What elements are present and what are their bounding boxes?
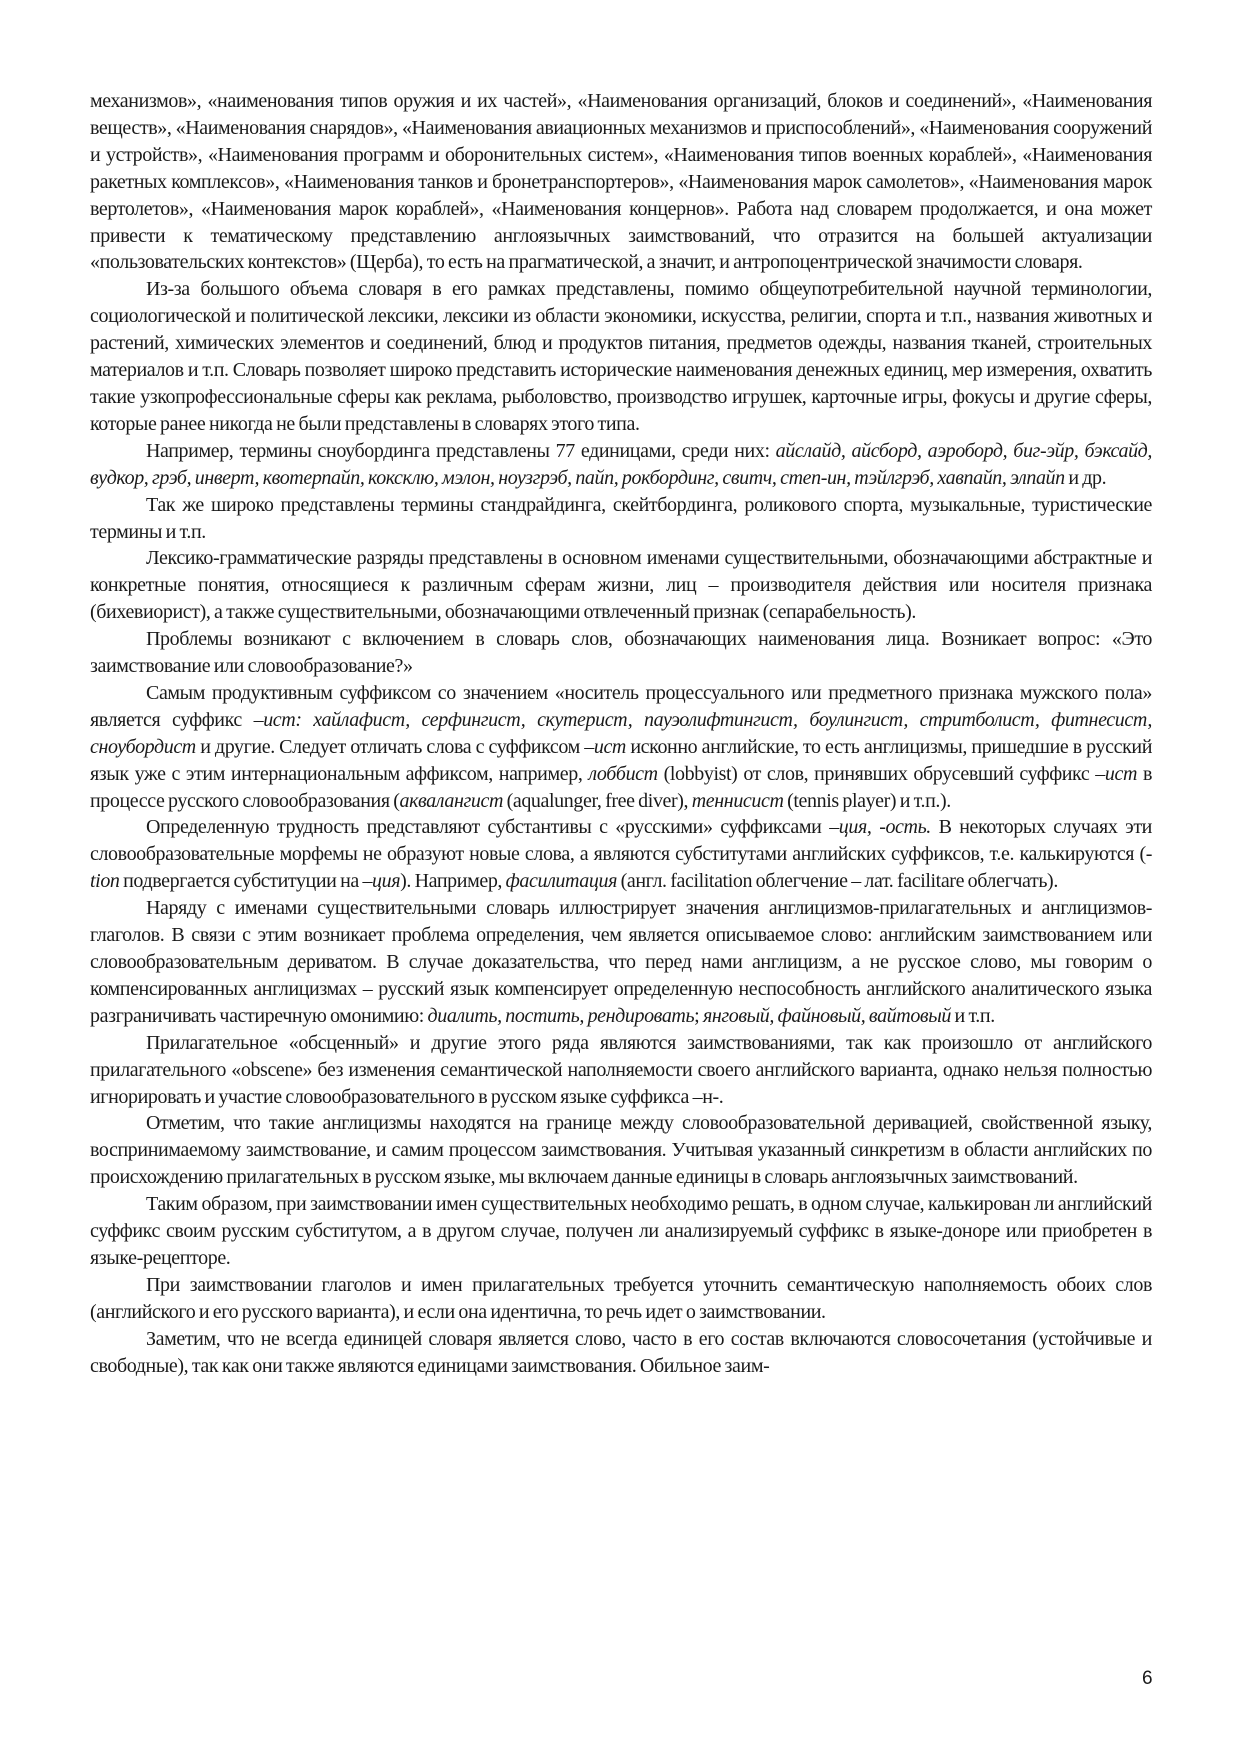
text-run: Лексико-грамматические разряды представлены в основном именами существительными, обозначающими абстрактные и конкретные понятия, относящиеся к различным сферам жизни, лиц – производителя действия или носителя признака (бихевиорист), а также существительными, обозначающими отвлеченный признак (сепарабельность). xyxy=(90,547,1152,624)
text-run: В некоторых случаях эти словообразовательные морфемы не образуют новые слова, а являются субститутами английских суффиксов, т.е. калькируются ( xyxy=(90,816,1152,866)
italic-term: диалить, постить, рендировать xyxy=(427,1004,695,1027)
italic-term: –ция xyxy=(362,870,401,893)
text-run: ; xyxy=(694,1004,703,1027)
italic-term: фасилитация xyxy=(505,870,618,893)
paragraph xyxy=(90,88,1152,276)
page-number: 6 xyxy=(1142,1668,1153,1689)
text-run: (англ. facilitation облегчение – лат. facilitare облегчать). xyxy=(617,870,1058,893)
text-run: и т.п. xyxy=(950,1004,995,1027)
text-run: (tennis player) и т.п.). xyxy=(783,789,951,812)
paragraph xyxy=(90,492,1152,546)
text-run: и др. xyxy=(1064,466,1107,489)
text-run: подвергается субституции на xyxy=(119,870,363,893)
text-run: (aqualunger, free diver), xyxy=(503,789,692,812)
italic-term: –ция, -ость. xyxy=(829,816,931,839)
text-run: Из-за большого объема словаря в его рамках представлены, помимо общеупотребительной научной терминологии, социологической и политической лексики, лексики из области экономики, искусства, религии, спорта и т.п., названия животных и растений, химических элементов и соединений, блюд и продуктов питания, предметов одежды, названия тканей, строительных материалов и т.п. Словарь позволяет широко представить исторические наименования денежных единиц, мер измерения, охватить такие узкопрофессиональные сферы как реклама, рыболовство, производство игрушек, карточные игры, фокусы и другие сферы, которые ранее никогда не были представлены в словарях этого типа. xyxy=(90,278,1152,435)
text-run: Определенную трудность представляют субстантивы с «русскими» суффиксами xyxy=(146,816,830,839)
text-run: При заимствовании глаголов и имен прилагательных требуется уточнить семантическую наполняемость обоих слов (английского и его русского варианта), и если она идентична, то речь идет о заимствовании. xyxy=(90,1273,1152,1323)
text-run: Самым продуктивным суффиксом со значением «носитель процессуального или предметного признака мужского пола» является суффикс xyxy=(90,681,1152,731)
italic-term: аквалангист xyxy=(399,789,503,812)
paragraph xyxy=(90,1110,1152,1191)
italic-term: янговый, файновый, вайтовый xyxy=(702,1004,951,1027)
text-run: исконно английские, то есть англицизмы, пришедшие в русский язык уже с этим интернациональным аффиксом, например, xyxy=(90,735,1152,785)
paragraph xyxy=(90,814,1152,895)
text-run: Так же широко представлены термины стандрайдинга, скейтбординга, роликового спорта, музыкальные, туристические термины и т.п. xyxy=(90,493,1152,543)
paragraph xyxy=(90,438,1152,492)
paragraph xyxy=(90,1326,1152,1380)
italic-term: –ист: хайлафист, серфингист, скутерист, пауэолифтингист, боулингист, стритболист, фитнесист, сноубордист xyxy=(90,708,1152,758)
page-body xyxy=(90,88,1152,1380)
paragraph xyxy=(90,626,1152,680)
text-run: ). Например, xyxy=(400,870,506,893)
text-run: и другие. Следует отличать слова с суффиксом xyxy=(195,735,585,758)
text-run: Таким образом, при заимствовании имен существительных необходимо решать, в одном случае, калькирован ли английский суффикс своим русским субститутом, а в другом случае, получен ли анализируемый суффикс в языке-доноре или приобретен в языке-рецепторе. xyxy=(90,1193,1152,1269)
paragraph xyxy=(90,895,1152,1030)
paragraph xyxy=(90,276,1152,437)
paragraph xyxy=(90,545,1152,626)
text-run: в процессе русского словообразования ( xyxy=(90,762,1152,812)
text-run: (lobbyist) от слов, принявших обрусевший суффикс xyxy=(657,762,1096,785)
italic-term: –ист xyxy=(584,735,626,758)
paragraph xyxy=(90,1030,1152,1111)
paragraph xyxy=(90,1272,1152,1326)
text-run: Прилагательное «обсценный» и другие этого ряда являются заимствованиями, так как произошло от английского прилагательного «obscene» без изменения семантической наполняемости своего английского варианта, однако нельзя полностью игнорировать и участие словообразовательного в русском языке суффикса –н-. xyxy=(90,1031,1152,1108)
paragraph xyxy=(90,680,1152,815)
text-run: Проблемы возникают с включением в словарь слов, обозначающих наименования лица. Возникает вопрос: «Это заимствование или словообразование?» xyxy=(90,628,1152,678)
text-run: Наряду с именами существительными словарь иллюстрирует значения англицизмов-прилагательных и англицизмов-глаголов. В связи с этим возникает проблема определения, чем является описываемое слово: английским заимствованием или словообразовательным дериватом. В случае доказательства, что перед нами англицизм, а не русское слово, мы говорим о компенсированных англицизмах – русский язык компенсирует определенную неспособность английского аналитического языка разграничивать частиречную омонимию: xyxy=(90,897,1152,1027)
paragraph xyxy=(90,1191,1152,1272)
italic-term: теннисист xyxy=(691,789,784,812)
italic-term: лоббист xyxy=(588,762,658,785)
italic-term: айслайд, айсборд, аэроборд, биг-эйр, бэксайд, вудкор, грэб, инверт, квотерпайп, коксклю, мэлон, ноузгрэб, пайп, рокбординг, свитч, степ-ин, тэйлгрэб, хавпайп, элпайп xyxy=(90,439,1152,489)
italic-term: -tion xyxy=(90,843,1152,893)
text-run: Заметим, что не всегда единицей словаря является слово, часто в его состав включаются словосочетания (устойчивые и свободные), так как они также являются единицами заимствования. Обильное заим- xyxy=(90,1327,1152,1377)
italic-term: –ист xyxy=(1095,762,1138,785)
text-run: Например, термины сноубординга представлены 77 единицами, среди них: xyxy=(146,439,776,462)
text-run: Отметим, что такие англицизмы находятся на границе между словообразовательной деривацией, свойственной языку, воспринимаемому заимствование, и самим процессом заимствования. Учитывая указанный синкретизм в области английских по происхождению прилагательных в русском языке, мы включаем данные единицы в словарь англоязычных заимствований. xyxy=(90,1112,1152,1189)
text-run: механизмов», «наименования типов оружия и их частей», «Наименования организаций, блоков и соединений», «Наименования веществ», «Наименования снарядов», «Наименования авиационных механизмов и приспособлений», «Наименования сооружений и устройств», «Наименования программ и оборонительных систем», «Наименования типов военных кораблей», «Наименования ракетных комплексов», «Наименования танков и бронетранспортеров», «Наименования марок самолетов», «Наименования марок вертолетов», «Наименования марок кораблей», «Наименования концернов». Работа над словарем продолжается, и она может привести к тематическому представлению англоязычных заимствований, что отразится на большей актуализации «пользовательских контекстов» (Щерба), то есть на прагматической, а значит, и антропоцентрической значимости словаря. xyxy=(90,90,1152,274)
